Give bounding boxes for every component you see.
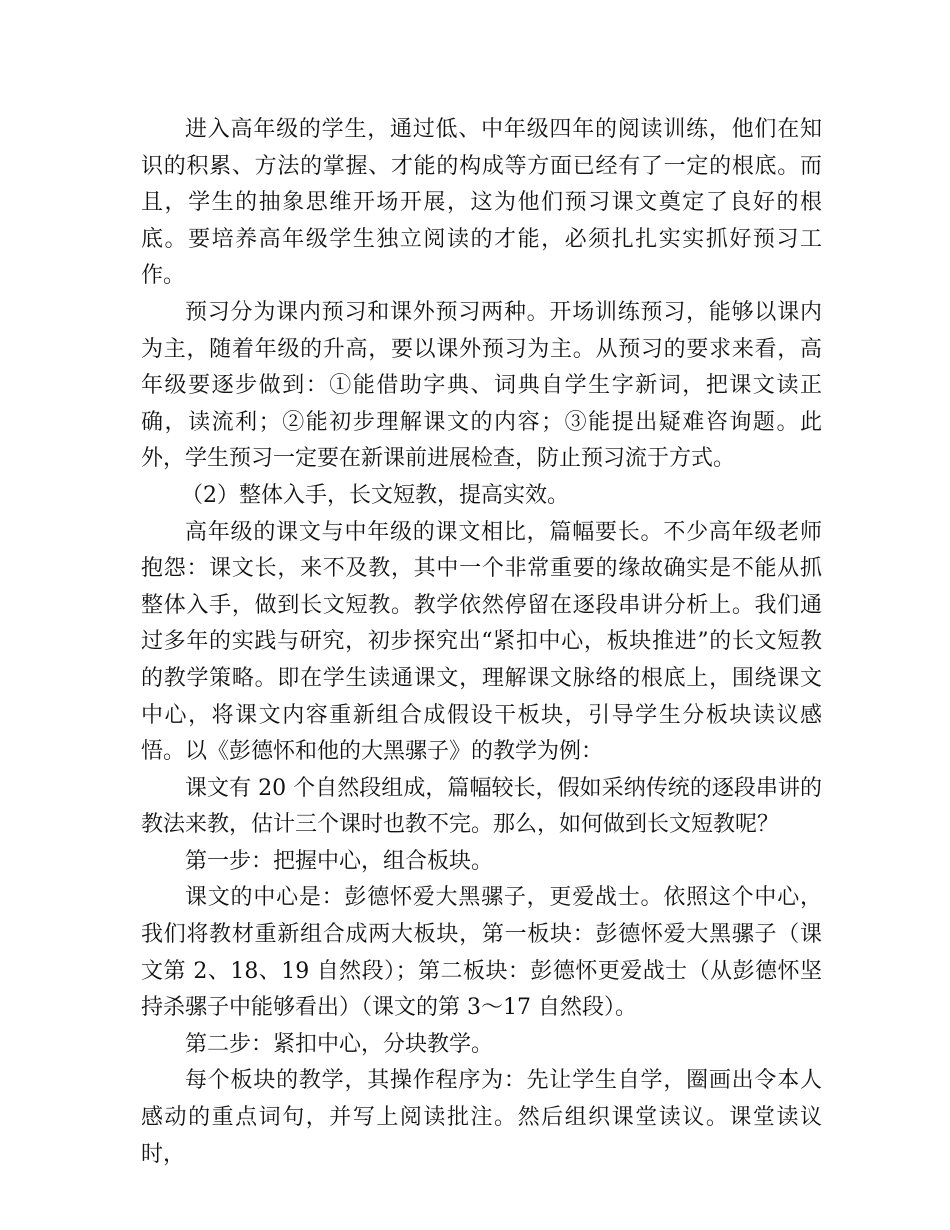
- step-one-heading: 第一步：把握中心，组合板块。: [185, 848, 494, 874]
- paragraph-preview-types: 预习分为课内预习和课外预习两种。开场训练预习，能够以课内为主，随着年级的升高，要以课外预习为主。从预习的要求来看，高年级要逐步做到：①能借助字典、词典自学生字新词，把课文读正确，读流利；②能初步理解课文的内容；③能提出疑难咨询题。此外，学生预习一定要在新课前进展检查，防止预习流于方式。: [141, 299, 822, 472]
- section-heading-whole-entry: （2）整体入手，长文短教，提高实效。: [181, 482, 569, 508]
- document-body: [141, 112, 822, 1173]
- paragraph-preview-intro: 进入高年级的学生，通过低、中年级四年的阅读训练，他们在知识的积累、方法的掌握、才能的构成等方面已经有了一定的根底。而且，学生的抽象思维开场开展，这为他们预习课文奠定了良好的根底。要培养高年级学生独立阅读的才能，必须扎扎实实抓好预习工作。: [141, 117, 822, 289]
- paragraph-example-lesson: 课文有 20 个自然段组成，篇幅较长，假如采纳传统的逐段串讲的教法来教，估计三个课时也教不完。那么，如何做到长文短教呢？: [141, 775, 822, 838]
- paragraph-step-two-detail: 每个板块的教学，其操作程序为：先让学生自学，圈画出令本人感动的重点词句，并写上阅读批注。然后组织课堂读议。课堂读议时，: [141, 1068, 822, 1167]
- paragraph-step-one-detail: 课文的中心是：彭德怀爱大黑骡子，更爱战士。依照这个中心，我们将教材重新组合成两大板块，第一板块：彭德怀爱大黑骡子（课文第 2、18、19 自然段）；第二板块：彭德怀更爱战士（从彭德怀坚持杀骡子中能够看出）（课文的第 3～17 自然段）。: [141, 885, 822, 1021]
- paragraph-long-text-strategy: 高年级的课文与中年级的课文相比，篇幅要长。不少高年级老师抱怨：课文长，来不及教，其中一个非常重要的缘故确实是不能从抓整体入手，做到长文短教。教学依然停留在逐段串讲分析上。我们通过多年的实践与研究，初步探究出“紧扣中心，板块推进”的长文短教的教学策略。即在学生读通课文，理解课文脉络的根底上，围绕课文中心，将课文内容重新组合成假设干板块，引导学生分板块读议感悟。以《彭德怀和他的大黑骡子》的教学为例：: [141, 519, 822, 765]
- step-two-heading: 第二步：紧扣中心，分块教学。: [185, 1031, 494, 1057]
